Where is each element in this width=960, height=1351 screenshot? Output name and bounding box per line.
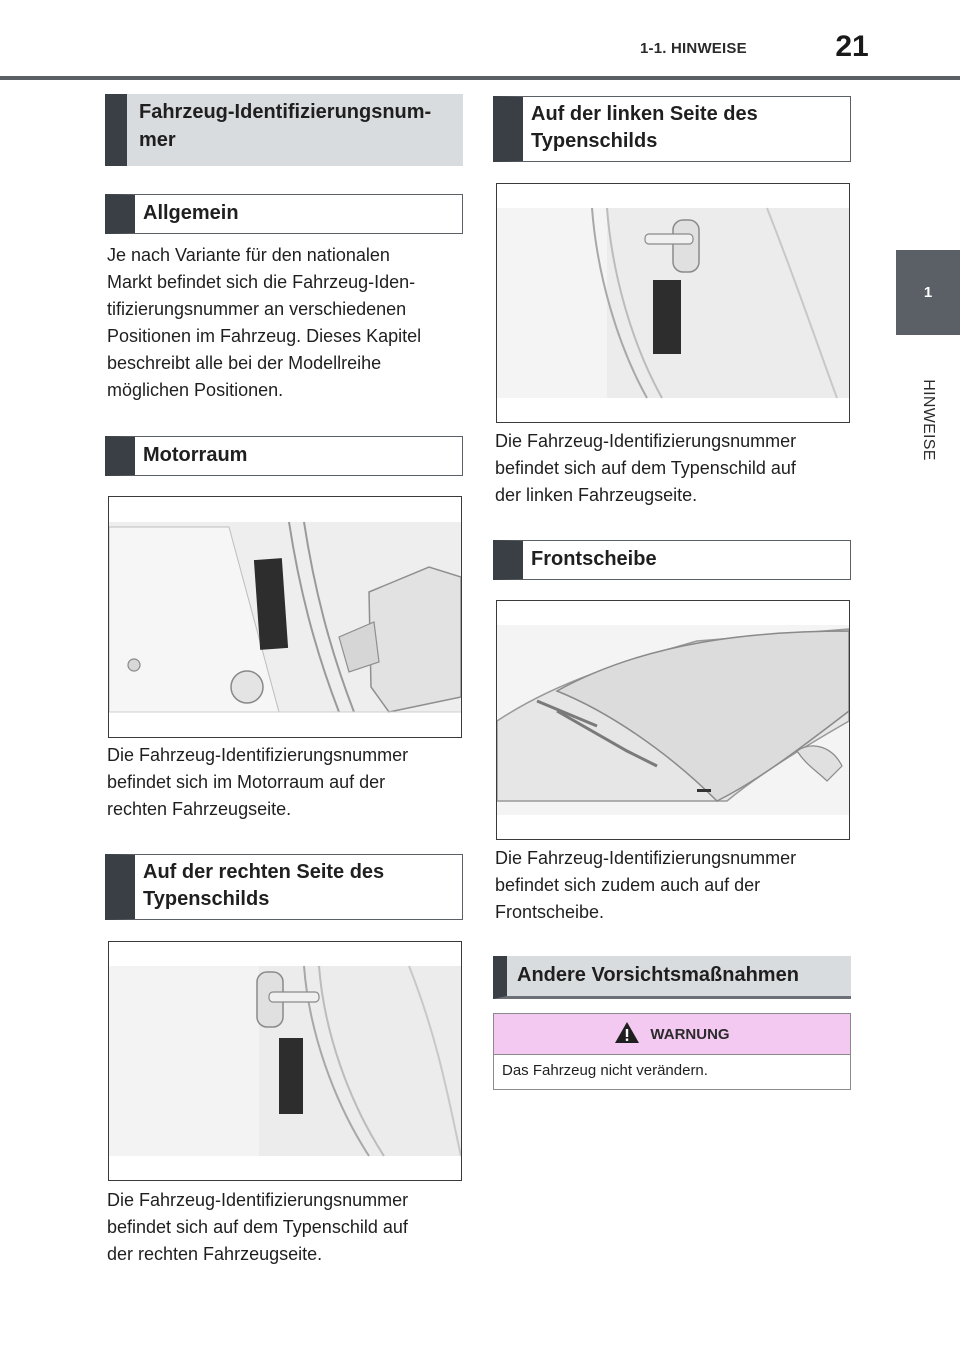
left-door-pillar-illustration <box>496 183 850 423</box>
right-plate-text-line: der rechten Fahrzeugseite. <box>107 1244 323 1264</box>
precautions-heading: Andere Vorsichtsmaßnahmen <box>493 956 851 999</box>
chapter-tab <box>896 250 960 335</box>
windshield-text <box>495 845 851 926</box>
general-text-line: Je nach Variante für den nationalen <box>107 245 390 265</box>
right-plate-heading <box>105 854 463 920</box>
left-plate-text-line: der linken Fahrzeugseite. <box>495 485 698 505</box>
general-text-line: tifizierungsnummer an verschiedenen <box>107 299 407 319</box>
section-label: 1-1. HINWEISE <box>640 40 747 57</box>
vin-heading <box>105 94 463 166</box>
header-rule <box>0 76 960 80</box>
windshield-heading <box>493 540 851 580</box>
general-text-line: beschreibt alle bei der Modellreihe <box>107 353 382 373</box>
windshield-text-line: Frontscheibe. <box>495 902 605 922</box>
warning-text: Das Fahrzeug nicht verändern. <box>502 1062 708 1079</box>
left-plate-text-line: Die Fahrzeug-Identifizierungsnummer <box>495 431 797 451</box>
left-plate-heading-line-1: Auf der linken Seite des <box>531 103 758 125</box>
chapter-number: 1 <box>923 284 933 301</box>
right-plate-heading-line-1: Auf der rechten Seite des <box>143 861 385 883</box>
page-number: 21 <box>835 30 869 63</box>
windshield-heading-text: Frontscheibe <box>531 548 657 570</box>
chapter-label <box>868 360 960 480</box>
left-plate-heading-line-2: Typenschilds <box>531 130 658 152</box>
right-plate-text <box>107 1187 463 1268</box>
right-plate-text-line: befindet sich auf dem Typenschild auf <box>107 1217 408 1237</box>
engine-text <box>107 742 463 823</box>
general-heading <box>105 194 463 234</box>
warning-header <box>494 1014 850 1055</box>
left-plate-text <box>495 428 851 509</box>
left-plate-text-line: befindet sich auf dem Typenschild auf <box>495 458 796 478</box>
engine-heading <box>105 436 463 476</box>
windshield-illustration-svg <box>497 601 849 839</box>
engine-text-line: Die Fahrzeug-Identifizierungsnummer <box>107 745 409 765</box>
right-door-pillar-illustration <box>108 941 462 1181</box>
windshield-text-line: Die Fahrzeug-Identifizierungsnummer <box>495 848 797 868</box>
general-heading-text: Allgemein <box>143 202 239 224</box>
windshield-illustration <box>496 600 850 840</box>
chapter-label-text: HINWEISE <box>920 379 937 461</box>
general-text-line: Positionen im Fahrzeug. Dieses Kapitel <box>107 326 422 346</box>
right-door-pillar-illustration-svg <box>109 942 461 1180</box>
engine-compartment-illustration <box>108 496 462 738</box>
engine-text-line: befindet sich im Motorraum auf der <box>107 772 386 792</box>
windshield-text-line: befindet sich zudem auch auf der <box>495 875 761 895</box>
vin-heading-line-1: Fahrzeug-Identifizierungsnum- <box>139 101 432 123</box>
general-text-line: Markt befindet sich die Fahrzeug-Iden- <box>107 272 416 292</box>
engine-text-line: rechten Fahrzeugseite. <box>107 799 292 819</box>
general-text-line: möglichen Positionen. <box>107 380 284 400</box>
engine-heading-text: Motorraum <box>143 444 248 466</box>
left-door-pillar-illustration-svg <box>497 184 849 422</box>
general-text <box>107 242 463 404</box>
warning-title: WARNUNG <box>650 1025 730 1043</box>
right-plate-heading-line-2: Typenschilds <box>143 888 270 910</box>
vin-heading-line-2: mer <box>139 129 176 151</box>
warning-box <box>493 1013 851 1090</box>
left-plate-heading <box>493 96 851 162</box>
engine-compartment-illustration-svg <box>109 497 461 737</box>
right-plate-text-line: Die Fahrzeug-Identifizierungsnummer <box>107 1190 409 1210</box>
warning-triangle-icon <box>614 1021 640 1048</box>
